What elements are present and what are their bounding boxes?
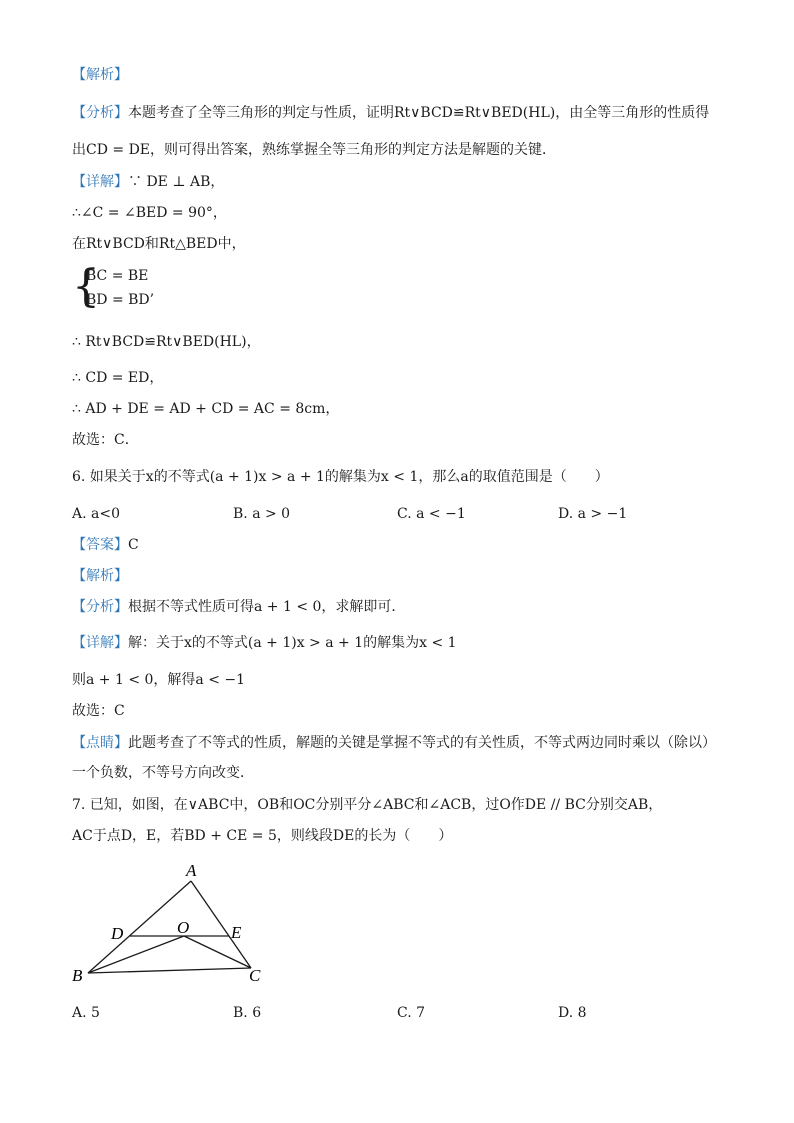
line-20 <box>72 795 662 815</box>
text: 解：关于x的不等式(a + 1)x > a + 1的解集为x < 1 <box>128 635 457 651</box>
text: 此题考查了不等式的性质，解题的关键是掌握不等式的有关性质，不等式两边同时乘以（除以） <box>128 735 716 751</box>
segment-bc <box>88 968 251 973</box>
label-a: A <box>186 861 197 880</box>
line-6 <box>72 234 246 254</box>
label-o: O <box>177 918 190 937</box>
tag: 【答案】 <box>72 537 128 553</box>
label-c: C <box>249 966 261 985</box>
line-15 <box>72 633 457 653</box>
q6-option-d: D. a > −1 <box>558 506 628 522</box>
q7-option-d: D. 8 <box>558 1005 587 1021</box>
label-b: B <box>72 966 83 985</box>
line-21 <box>72 826 452 846</box>
q7-option-c: C. 7 <box>397 1005 426 1021</box>
tag: 【点睛】 <box>72 735 128 751</box>
line-5 <box>72 203 227 223</box>
line-9 <box>72 399 339 419</box>
text: 6. 如果关于x的不等式(a + 1)x > a + 1的解集为x < 1，那么a的取值范围是（ ） <box>72 469 609 485</box>
text: 7. 已知，如图，在∨ABC中，OB和OC分别平分∠ABC和∠ACB，过O作DE // BC分别交AB， <box>72 797 663 813</box>
text: AC于点D，E，若BD + CE = 5，则线段DE的长为（ ） <box>72 828 453 844</box>
line-19 <box>72 763 254 783</box>
text: 故选：C <box>72 703 125 719</box>
line-13 <box>72 566 128 586</box>
line-1 <box>72 65 128 85</box>
line-7 <box>72 332 261 352</box>
text: 一个负数，不等号方向改变． <box>72 765 254 781</box>
line-17 <box>72 701 125 721</box>
label-e: E <box>231 923 242 942</box>
label-d: D <box>111 924 124 943</box>
text: 在Rt∨BCD和Rt△BED中， <box>72 236 246 252</box>
segment-ac <box>191 881 251 968</box>
line-3 <box>72 140 556 160</box>
text: ∴ Rt∨BCD≌Rt∨BED(HL)， <box>72 334 261 350</box>
line-4 <box>72 172 224 192</box>
q6-option-b: B. a > 0 <box>233 506 291 522</box>
system-row-2: BD = BD’ <box>86 292 155 308</box>
line-10 <box>72 430 139 450</box>
tag: 【详解】 <box>72 174 128 190</box>
text: 根据不等式性质可得a + 1 < 0，求解即可． <box>128 599 406 615</box>
text: 故选：C． <box>72 432 139 448</box>
tag: 【详解】 <box>72 635 128 651</box>
line-11 <box>72 467 609 487</box>
tag: 【解析】 <box>72 568 128 584</box>
line-12 <box>72 535 139 555</box>
line-18 <box>72 733 716 753</box>
q6-option-a: A. a<0 <box>72 506 120 522</box>
tag: 【分析】 <box>72 599 128 615</box>
triangle-figure <box>60 855 280 990</box>
q7-option-b: B. 6 <box>233 1005 262 1021</box>
text: ∴∠C = ∠BED = 90°， <box>72 205 227 221</box>
line-8 <box>72 368 163 388</box>
line-2 <box>72 103 709 123</box>
tag: 【分析】 <box>72 105 128 121</box>
text: ∴ AD + DE = AD + CD = AC = 8cm， <box>72 401 340 417</box>
tag: 【解析】 <box>72 67 128 83</box>
q7-option-a: A. 5 <box>72 1005 100 1021</box>
text: ∴ CD = ED， <box>72 370 164 386</box>
text: ∵ DE ⊥ AB， <box>128 174 225 190</box>
system-row-1: BC = BE <box>86 268 149 284</box>
text: 本题考查了全等三角形的判定与性质，证明Rt∨BCD≌Rt∨BED(HL)，由全等三角形的性质得 <box>128 105 710 121</box>
text: C <box>128 537 139 553</box>
text: 出CD = DE，则可得出答案，熟练掌握全等三角形的判定方法是解题的关键． <box>72 142 557 158</box>
segment-ob <box>88 936 184 973</box>
line-16 <box>72 670 245 690</box>
line-14 <box>72 597 405 617</box>
text: 则a + 1 < 0，解得a < −1 <box>72 672 246 688</box>
segment-ab <box>88 881 191 973</box>
q6-option-c: C. a < −1 <box>397 506 466 522</box>
system-brace: { <box>72 261 100 312</box>
